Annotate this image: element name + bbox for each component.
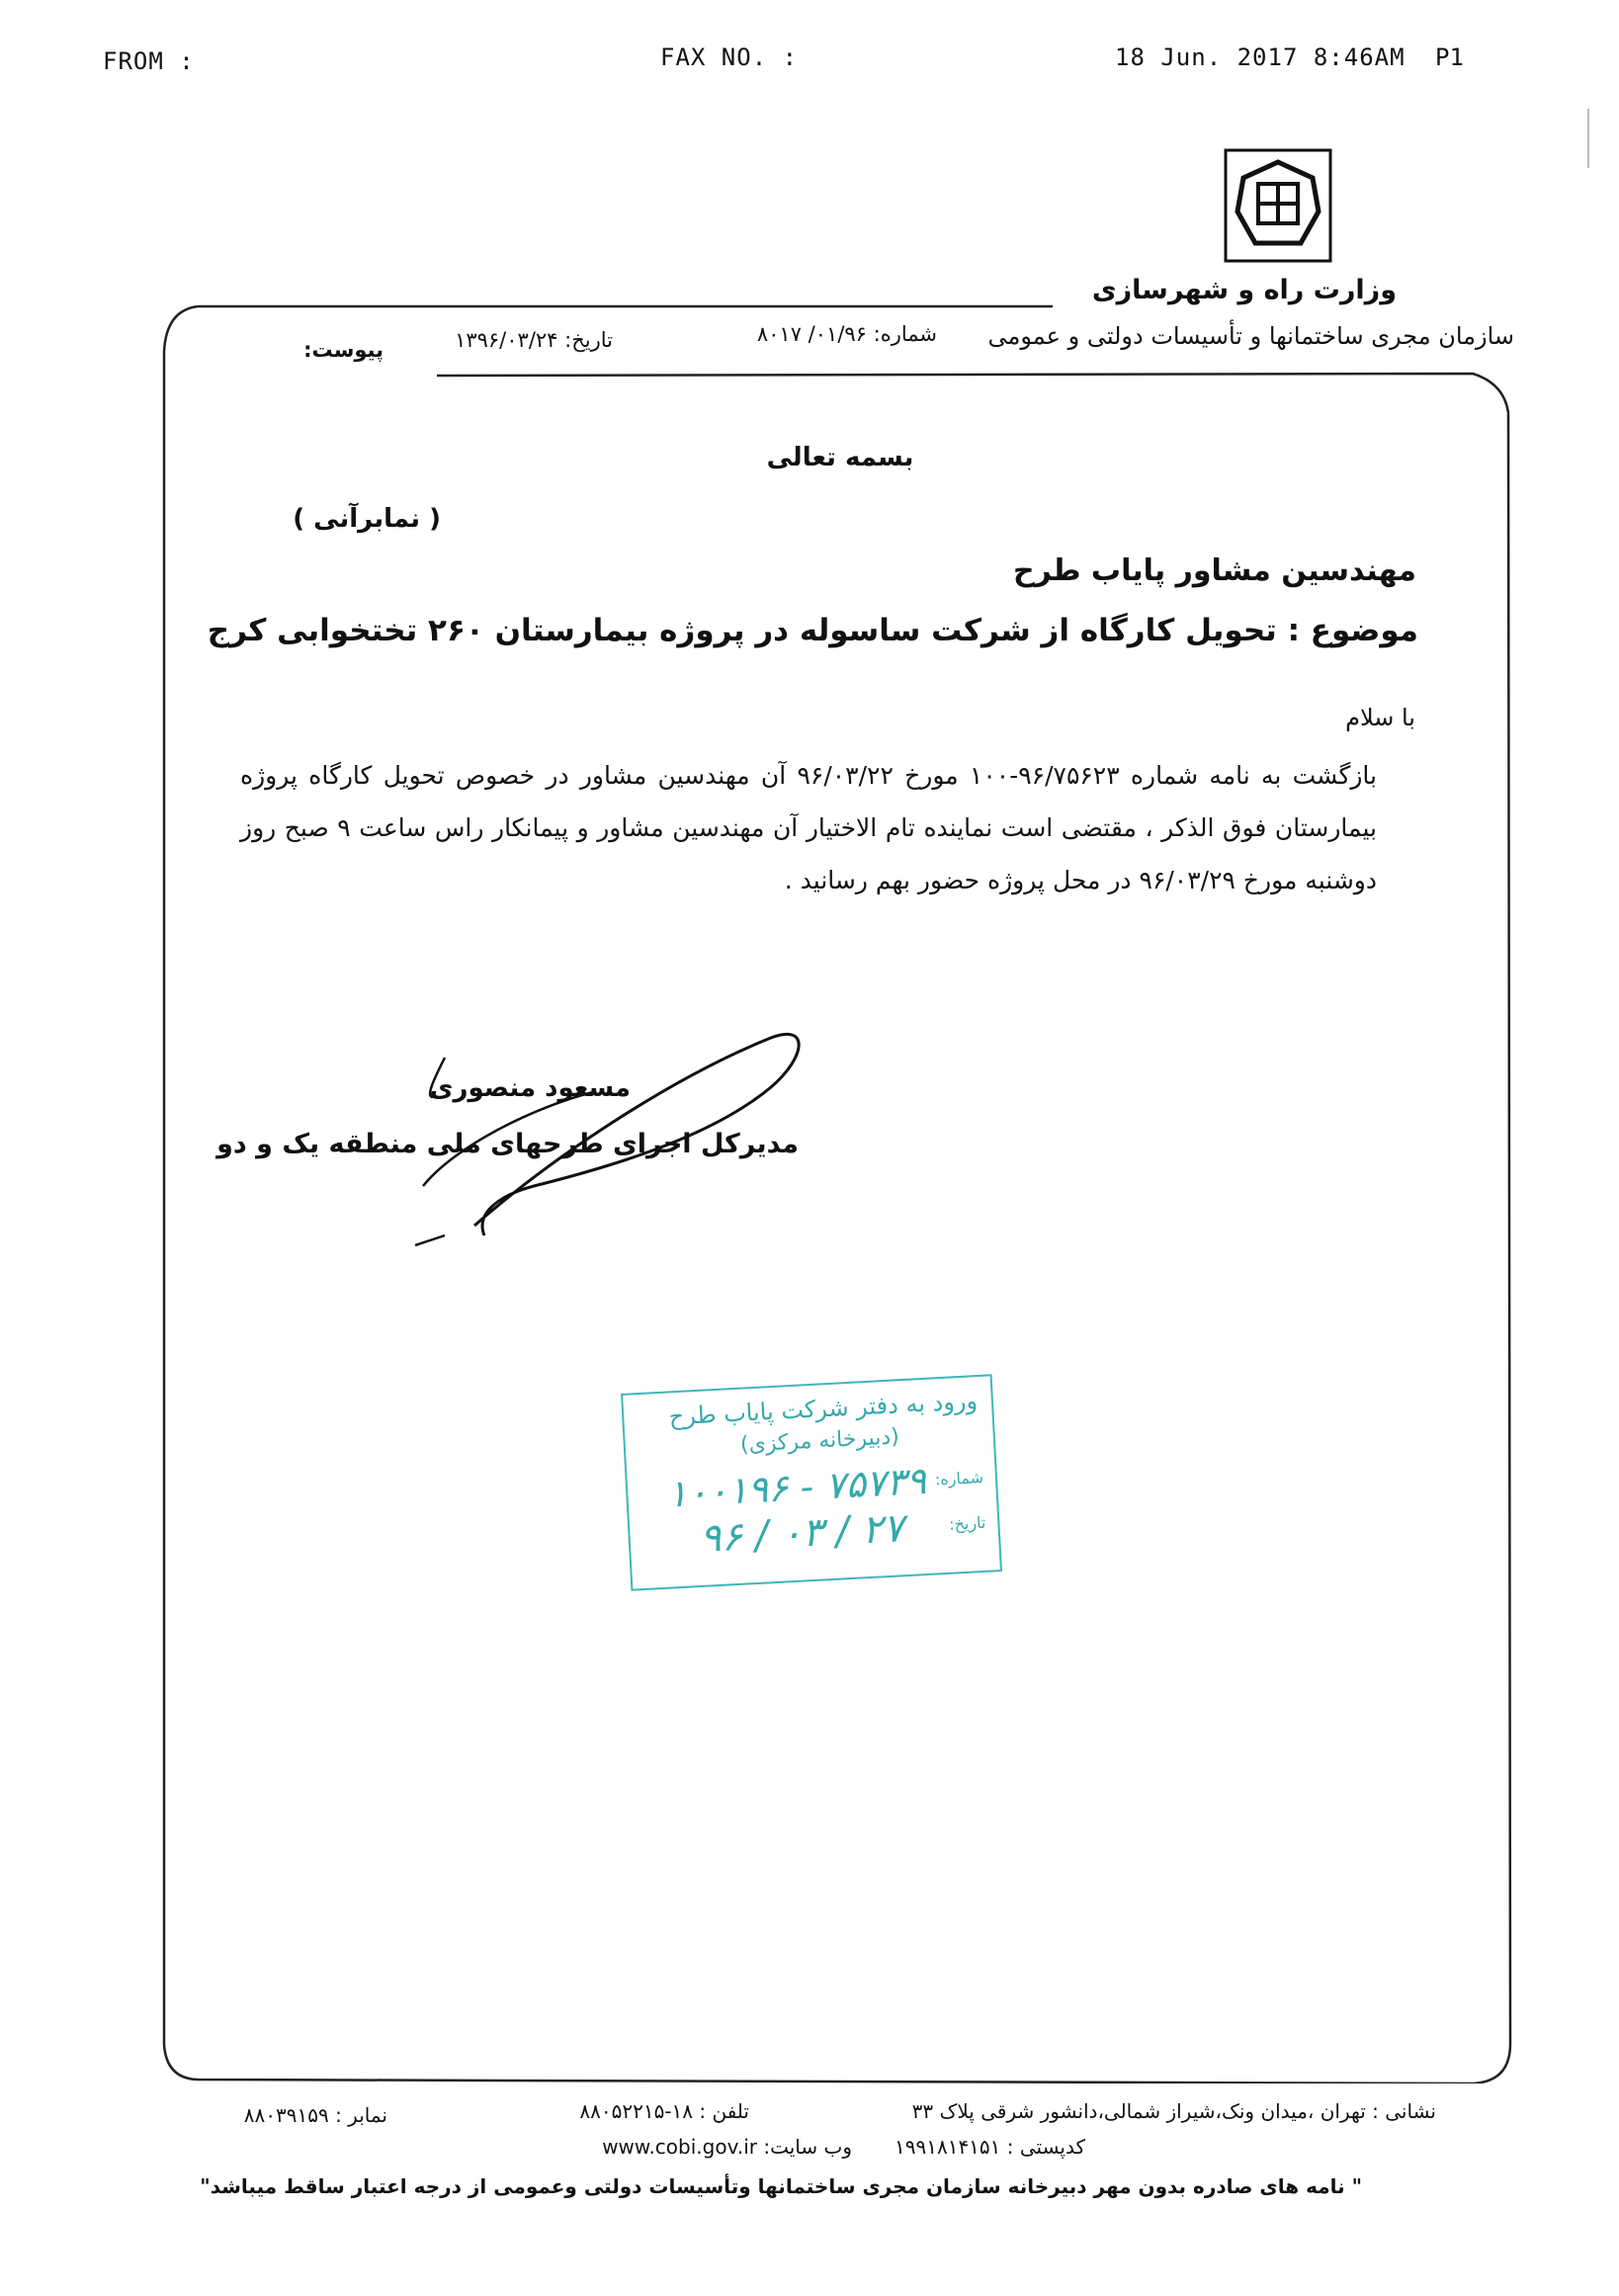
fax-from: FROM : [103, 47, 195, 75]
stamp-number-label: شماره: [934, 1467, 984, 1489]
fax-number: FAX NO. : [660, 43, 799, 71]
footer-postal-code: کدپستی : ۱۹۹۱۸۱۴۱۵۱ [894, 2135, 1085, 2159]
recipient: مهندسین مشاور پایاب طرح [1012, 553, 1416, 588]
letter-body: بازگشت به نامه شماره ۹۶/۷۵۶۲۳-۱۰۰ مورخ ۹۶/۰۳/۲۲ آن مهندسین مشاور در خصوص تحویل کارگاه پروژه بیمارستان فوق الذکر ، مقتضی است نماینده تام الاختیار آن مهندسین مشاور و پیمانکار راس ساعت ۹ صبح روز دوشنبه مورخ ۹۶/۰۳/۲۹ در محل پروژه حضور بهم رسانید . [240, 761, 1377, 894]
footer-phone: تلفن : ۱۸-۸۸۰۵۲۲۱۵ [579, 2099, 749, 2123]
receipt-stamp [621, 1374, 1002, 1590]
fax-immediate-label: ( نمابرآنی ) [293, 504, 441, 534]
invocation: بسمه تعالی [766, 443, 914, 472]
ministry-emblem-icon [1224, 148, 1332, 263]
footer-website: وب سایت: www.cobi.gov.ir [602, 2135, 852, 2159]
greeting: با سلام [1345, 704, 1415, 731]
signatory-title: مدیرکل اجرای طرحهای ملی منطقه یک و دو [216, 1129, 799, 1159]
signatory-name: مسعود منصوری [429, 1073, 631, 1103]
stamp-date-label: تاریخ: [948, 1512, 986, 1534]
footer-address: نشانی : تهران ،میدان ونک،شیراز شمالی،دانشور شرقی پلاک ۳۳ [911, 2099, 1436, 2123]
fax-datetime: 18 Jun. 2017 8:46AM [1115, 43, 1406, 71]
organization-name: سازمان مجری ساختمانها و تأسیسات دولتی و عمومی [987, 322, 1514, 350]
footer-note: " نامه های صادره بدون مهر دبیرخانه سازمان مجری ساختمانها وتأسیسات دولتی وعمومی از درجه اعتبار ساقط میباشد" [200, 2174, 1362, 2198]
margin-mark [1587, 109, 1589, 168]
letter-number: شماره: ۰۱/۹۶/ ۸۰۱۷ [756, 322, 937, 346]
stamp-subheading: (دبیرخانه مرکزی) [739, 1424, 900, 1458]
footer-fax: نمابر : ۸۸۰۳۹۱۵۹ [243, 2103, 387, 2127]
letter-attachment: پیوست: [303, 338, 383, 362]
subject: موضوع : تحویل کارگاه از شرکت ساسوله در پروژه بیمارستان ۲۶۰ تختخوابی کرج [207, 613, 1418, 648]
stamp-heading: ورود به دفتر شرکت پایاب طرح [668, 1387, 979, 1431]
fax-page: P1 [1435, 43, 1464, 71]
letter-date: تاریخ: ۱۳۹۶/۰۳/۲۴ [455, 328, 613, 352]
ministry-name: وزارت راه و شهرسازی [1091, 275, 1397, 305]
stamp-number: ۱۰۰۱۹۶ - ۷۵۷۳۹ [665, 1458, 928, 1516]
stamp-date: ۹۶ / ۰۳ / ۲۷ [698, 1505, 905, 1562]
